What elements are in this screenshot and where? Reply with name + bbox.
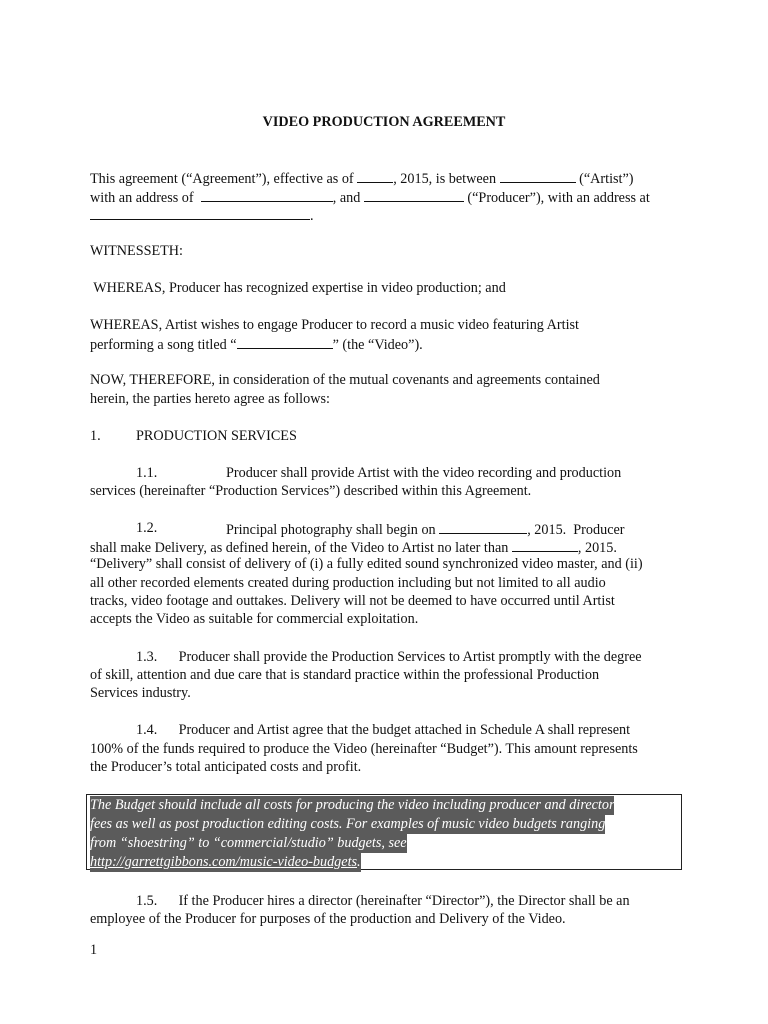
section-1-number: 1. (90, 428, 101, 444)
budget-note-line-1: The Budget should include all costs for producing the video including producer and director (90, 797, 615, 813)
delivery-date-blank (512, 537, 578, 552)
producer-blank (364, 187, 464, 202)
clause-1-5-line-2: employee of the Producer for purposes of the production and Delivery of the Video. (90, 911, 566, 927)
intro-text: (“Artist”) (575, 171, 634, 187)
budget-note-line-4 (90, 853, 361, 872)
whereas-text: ” (the “Video”). (332, 337, 423, 353)
intro-line-3 (90, 205, 314, 226)
intro-text: with an address of (90, 190, 201, 206)
intro-text: (“Producer”), with an address at (463, 190, 650, 206)
whereas-2-line-2 (90, 334, 423, 355)
clause-text: shall make Delivery, as defined herein, of the Video to Artist no later than (90, 540, 512, 556)
note-text: . (357, 854, 361, 870)
clause-1-2-line-6: accepts the Video as suitable for commercial exploitation. (90, 611, 419, 627)
whereas-text: performing a song titled “ (90, 337, 237, 353)
intro-text: , 2015, is between (393, 171, 500, 187)
clause-1-1-number: 1.1. (136, 465, 158, 481)
clause-text: , 2015. Producer (527, 522, 625, 538)
producer-address-blank (90, 205, 310, 220)
now-therefore-line-2: herein, the parties hereto agree as follows: (90, 391, 330, 407)
clause-1-3-line-1: 1.3. Producer shall provide the Production Services to Artist promptly with the degree (136, 649, 642, 665)
intro-text: This agreement (“Agreement”), effective as of (90, 171, 358, 187)
clause-1-1-line-1: Producer shall provide Artist with the video recording and production (226, 465, 622, 481)
whereas-2-line-1: WHEREAS, Artist wishes to engage Producer to record a music video featuring Artist (90, 317, 579, 333)
clause-1-5-line-1: 1.5. If the Producer hires a director (hereinafter “Director”), the Director shall be an (136, 893, 630, 909)
clause-1-2-number: 1.2. (136, 520, 158, 536)
clause-1-4-line-3: the Producer’s total anticipated costs and profit. (90, 759, 362, 775)
intro-text: . (310, 208, 314, 224)
section-1-heading: PRODUCTION SERVICES (136, 428, 297, 444)
clause-1-3-line-3: Services industry. (90, 685, 191, 701)
artist-blank (500, 168, 576, 183)
whereas-1: WHEREAS, Producer has recognized expertise in video production; and (90, 280, 506, 296)
witnesseth-heading: WITNESSETH: (90, 243, 183, 259)
budget-note-line-2: fees as well as post production editing costs. For examples of music video budgets ranging (90, 816, 606, 832)
intro-line-1 (90, 168, 634, 189)
artist-address-blank (201, 187, 333, 202)
budget-note-line-3: from “shoestring” to “commercial/studio” budgets, see (90, 835, 407, 851)
intro-text: , and (332, 190, 364, 206)
clause-1-1-line-2: services (hereinafter “Production Services”) described within this Agreement. (90, 483, 532, 499)
clause-1-2-line-4: all other recorded elements created during production including but not limited to all audio (90, 575, 606, 591)
song-title-blank (237, 334, 333, 349)
clause-1-4-line-1: 1.4. Producer and Artist agree that the budget attached in Schedule A shall represent (136, 722, 631, 738)
budget-examples-link[interactable]: http://garrettgibbons.com/music-video-budgets (90, 854, 358, 870)
document-title: VIDEO PRODUCTION AGREEMENT (262, 114, 506, 130)
clause-1-2-line-3: “Delivery” shall consist of delivery of (i) a fully edited sound synchronized video master, and (ii) (90, 556, 643, 572)
clause-text: , 2015. (577, 540, 617, 556)
clause-1-3-line-2: of skill, attention and due care that is standard practice within the professional Production (90, 667, 600, 683)
photography-date-blank (439, 519, 527, 534)
clause-1-2-line-5: tracks, video footage and outtakes. Delivery will not be deemed to have occurred until Artist (90, 593, 615, 609)
page-number: 1 (90, 942, 98, 958)
now-therefore-line-1: NOW, THEREFORE, in consideration of the mutual covenants and agreements contained (90, 372, 600, 388)
clause-text: Principal photography shall begin on (226, 522, 440, 538)
clause-1-4-line-2: 100% of the funds required to produce the Video (hereinafter “Budget”). This amount represents (90, 741, 638, 757)
date-blank (357, 168, 393, 183)
